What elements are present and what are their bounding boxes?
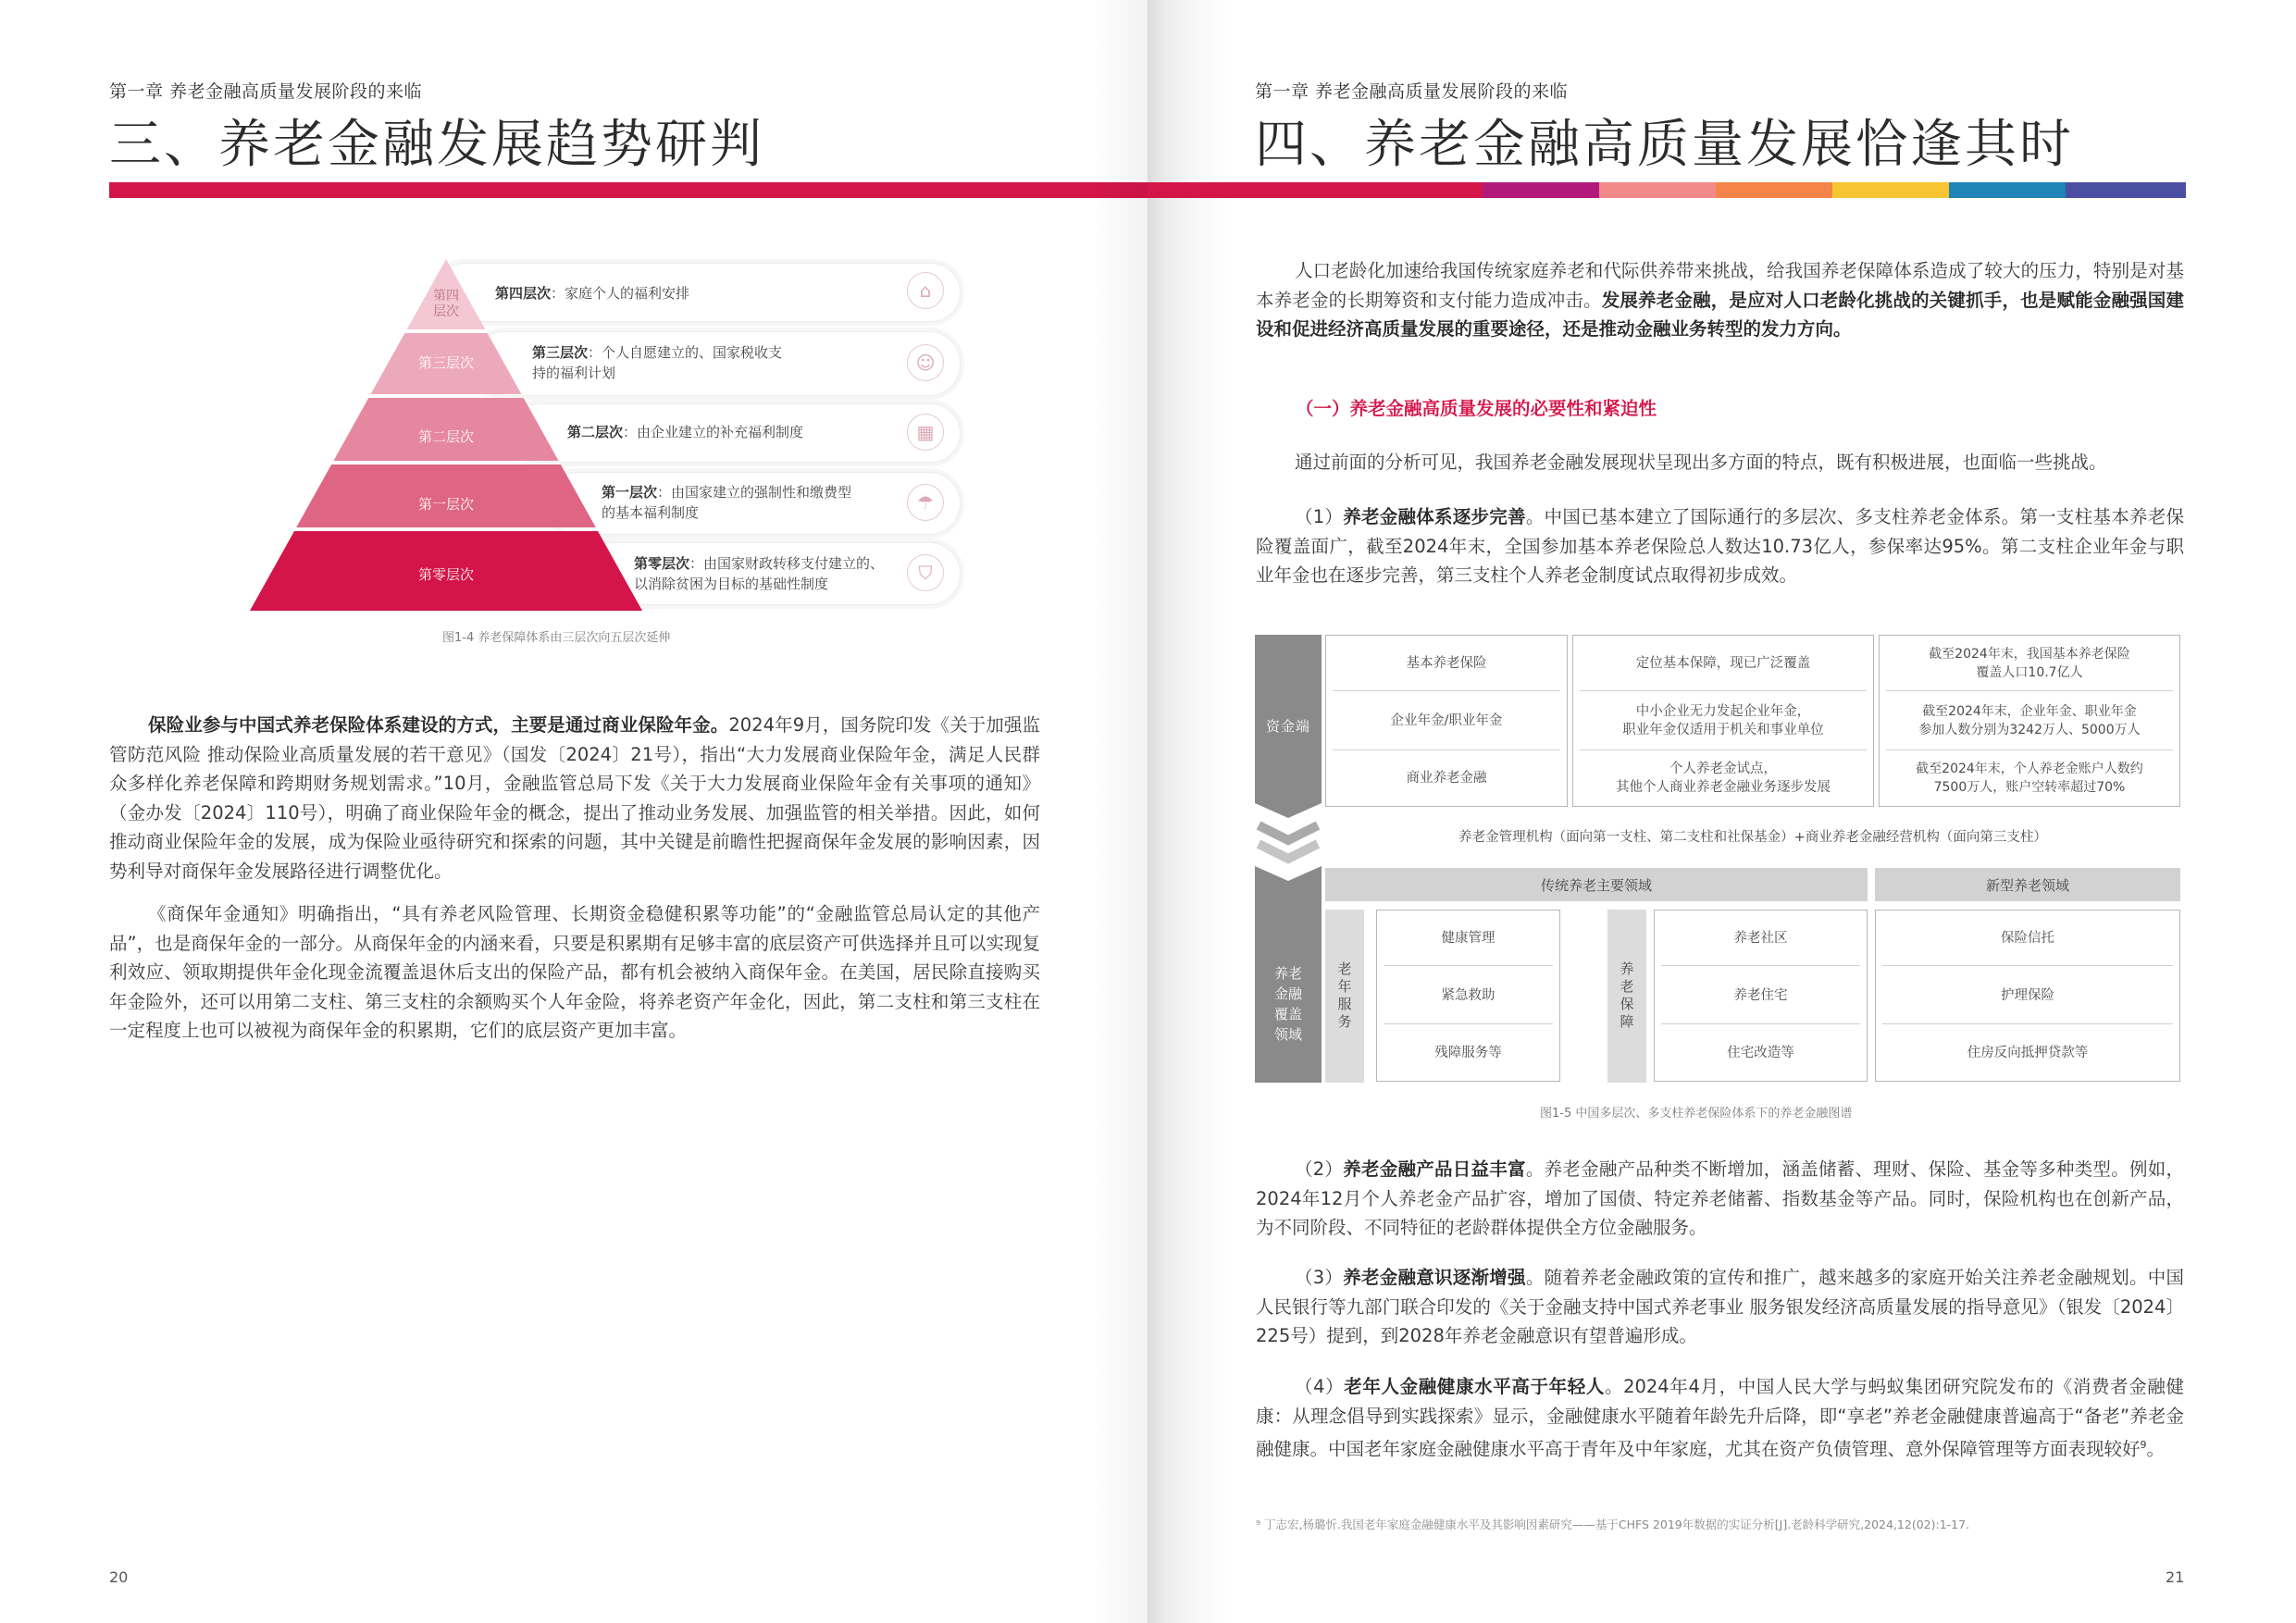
pyramid-desc-level0: 第零层次：由国家财政转移支付建立的、 以消除贫困为目标的基础性制度 xyxy=(634,555,885,592)
shield-icon: ⛉ xyxy=(907,554,944,591)
chapter-heading: 第一章 养老金融高质量发展阶段的来临 xyxy=(109,81,423,102)
item-paragraph: （2）养老金融产品日益丰富。养老金融产品种类不断增加，涵盖储蓄、理财、保险、基金等多种类型。例如，2024年12月个人养老金产品扩容，增加了国债、特定养老储蓄、指数基金等产品。同时，保险机构也在创新产品，为不同阶段、不同特征的老龄群体提供全方位金融服务。 xyxy=(1256,1158,2184,1238)
item-paragraph: （4）老年人金融健康水平高于年轻人。2024年4月，中国人民大学与蚂蚁集团研究院发布的《消费者金融健康：从理念倡导到实践探索》显示，金融健康水平随着年龄先升后降，即“享老”养老金融健康普遍高于“备老”养老金融健康。中国老年家庭金融健康水平高于青年及中年家庭，尤其在资产负债管理、意外保障管理等方面表现较好$^9$。 xyxy=(1256,1376,2184,1460)
pyramid-label-level4: 第四 层次 xyxy=(433,289,459,319)
coverage-item: 健康管理 xyxy=(1441,931,1496,946)
pyramid-label-level1: 第一层次 xyxy=(417,496,474,513)
coverage-item: 保险信托 xyxy=(2001,931,2054,946)
item-paragraph: （1）养老金融体系逐步完善。中国已基本建立了国际通行的多层次、多支柱养老金体系。第一支柱基本养老保险覆盖面广，截至2024年末，全国参加基本养老保险总人数达10.73亿人，参保率达95%。第二支柱企业年金与职业年金也在逐步完善，第三支柱个人养老金制度试点取得初步成效。 xyxy=(1256,506,2184,586)
pyramid-label-level0: 第零层次 xyxy=(417,566,474,583)
funding-name: 企业年金/职业年金 xyxy=(1390,713,1503,728)
section-heading: （一）养老金融高质量发展的必要性和紧迫性 xyxy=(1296,398,1657,419)
title-color-bar xyxy=(1148,182,2186,198)
page-number: 20 xyxy=(109,1568,129,1586)
page-number: 21 xyxy=(2166,1568,2185,1586)
title-rule xyxy=(109,182,1148,198)
institutions-line: 养老金管理机构（面向第一支柱、第二支柱和社保基金）+商业养老金融经营机构（面向第三支柱） xyxy=(1458,830,2047,845)
body-paragraph: 《商保年金通知》明确指出，“具有养老风险管理、长期资金稳健积累等功能”的“金融监管总局认定的其他产品”，也是商保年金的一部分。从商保年金的内涵来看，只要是积累期有足够丰富的底层资产可供选择并且可以实现复利效应、领取期提供年金化现金流覆盖退休后支出的保险产品，都有机会被纳入商保年金。在美国，居民除直接购买年金险外，还可以用第二支柱、第三支柱的余额购买个人年金险，将养老资产年金化，因此，第二支柱和第三支柱在一定程度上也可以被视为商保年金的积累期，它们的底层资产更加丰富。 xyxy=(109,903,1040,1041)
funding-side-label: 资金端 xyxy=(1265,718,1310,735)
figure-caption: 图1-4 养老保障体系由三层次向五层次延伸 xyxy=(442,631,671,645)
funding-desc: 定位基本保障，现已广泛覆盖 xyxy=(1635,656,1811,671)
color-bar-segment xyxy=(1599,182,1716,198)
chapter-heading: 第一章 养老金融高质量发展阶段的来临 xyxy=(1255,81,1569,102)
body-paragraph: 保险业参与中国式养老保险体系建设的方式，主要是通过商业保险年金。2024年9月，国务院印发《关于加强监管防范风险 推动保险业高质量发展的若干意见》（国发〔2024〕21号），指出“大力发展商业保险年金，满足人民群众多样化养老保障和跨期财务规划需求。”10月，金融监管总局下发《关于大力发展商业保险年金有关事项的通知》（金办发〔2024〕110号），明确了商业保险年金的概念，提出了推动业务发展、加强监管的相关举措。因此，如何推动商业保险年金的发展，成为保险业亟待研究和探索的问题，其中关键是前瞻性把握商保年金发展的影响因素，因势利导对商保年金发展路径进行调整优化。 xyxy=(109,714,1040,882)
pyramid-label-level2: 第二层次 xyxy=(417,428,474,445)
pyramid-desc-level3: 第三层次：个人自愿建立的、国家税收支 持的福利计划 xyxy=(532,344,783,381)
pyramid-desc-level1: 第一层次：由国家建立的强制性和缴费型 的基本福利制度 xyxy=(602,484,852,521)
right-page xyxy=(1148,0,2296,1623)
funding-name: 基本养老保险 xyxy=(1406,656,1487,671)
group-label: 老年服务 xyxy=(1325,910,1364,1083)
new-header: 新型养老领域 xyxy=(1875,868,2180,901)
pyramid-desc-level4: 第四层次：家庭个人的福利安排 xyxy=(495,285,690,302)
coverage-item: 住宅改造等 xyxy=(1727,1046,1794,1060)
coverage-item: 住房反向抵押贷款等 xyxy=(1967,1046,2089,1060)
coverage-item: 紧急救助 xyxy=(1441,987,1496,1003)
color-bar-segment xyxy=(1832,182,1949,198)
house-icon: ⌂ xyxy=(907,272,944,309)
color-bar-segment xyxy=(1483,182,1599,198)
funding-stat: 截至2024年末，我国基本养老保险 覆盖人口10.7亿人 xyxy=(1929,647,2130,680)
figure-caption: 图1-5 中国多层次、多支柱养老保险体系下的养老金融图谱 xyxy=(1540,1107,1853,1121)
lead-paragraph: 通过前面的分析可见，我国养老金融发展现状呈现出多方面的特点，既有积极进展，也面临一些挑战。 xyxy=(1295,452,2107,473)
group-label: 养老保障 xyxy=(1607,910,1646,1083)
funding-desc: 个人养老金试点， 其他个人商业养老金融业务逐步发展 xyxy=(1616,762,1831,795)
coverage-item: 养老住宅 xyxy=(1733,987,1788,1003)
color-bar-segment xyxy=(1716,182,1832,198)
coverage-side-label: 养老 金融 覆盖 领域 xyxy=(1273,965,1302,1043)
color-bar-segment xyxy=(1148,182,1483,198)
funding-stat: 截至2024年末，个人养老金账户人数约 7500万人，账户空转率超过70% xyxy=(1916,762,2143,795)
color-bar-segment xyxy=(1949,182,2066,198)
building-icon: ▦ xyxy=(907,414,944,451)
people-icon: ☺ xyxy=(907,344,944,381)
intro-paragraph: 人口老龄化加速给我国传统家庭养老和代际供养带来挑战，给我国养老保障体系造成了较大的压力，特别是对基本养老金的长期筹资和支付能力造成冲击。发展养老金融，是应对人口老龄化挑战的关键抓手，也是赋能金融强国建设和促进经济高质量发展的重要途径，还是推动金融业务转型的发力方向。 xyxy=(1256,260,2184,340)
page-title: 四、养老金融高质量发展恰逢其时 xyxy=(1255,115,2074,175)
pyramid-desc-level2: 第二层次：由企业建立的补充福利制度 xyxy=(567,424,804,440)
umbrella-icon: ☂ xyxy=(907,484,944,521)
coverage-item: 护理保险 xyxy=(2001,987,2054,1003)
item-paragraph: （3）养老金融意识逐渐增强。随着养老金融政策的宣传和推广，越来越多的家庭开始关注养老金融规划。中国人民银行等九部门联合印发的《关于金融支持中国式养老事业 服务银发经济高质量发展的指导意见》（银发〔2024〕225号）提到，到2028年养老金融意识有望普遍形成。 xyxy=(1256,1267,2184,1346)
traditional-header: 传统养老主要领域 xyxy=(1325,868,1868,901)
page-title: 三、养老金融发展趋势研判 xyxy=(109,115,764,175)
coverage-item: 残障服务等 xyxy=(1434,1046,1502,1060)
pyramid-label-level3: 第三层次 xyxy=(417,354,474,371)
funding-desc: 中小企业无力发起企业年金， 职业年金仅适用于机关和事业单位 xyxy=(1622,704,1824,737)
coverage-item: 养老社区 xyxy=(1733,931,1788,946)
color-bar-segment xyxy=(2066,182,2186,198)
footnote: ⁹ 丁志宏,杨璐忻.我国老年家庭金融健康水平及其影响因素研究——基于CHFS 2019年数据的实证分析[J].老龄科学研究,2024,12(02):1-17. xyxy=(1256,1518,1970,1531)
funding-name: 商业养老金融 xyxy=(1406,771,1487,786)
funding-stat: 截至2024年末，企业年金、职业年金 参加人数分别为3242万人、5000万人 xyxy=(1918,704,2141,737)
